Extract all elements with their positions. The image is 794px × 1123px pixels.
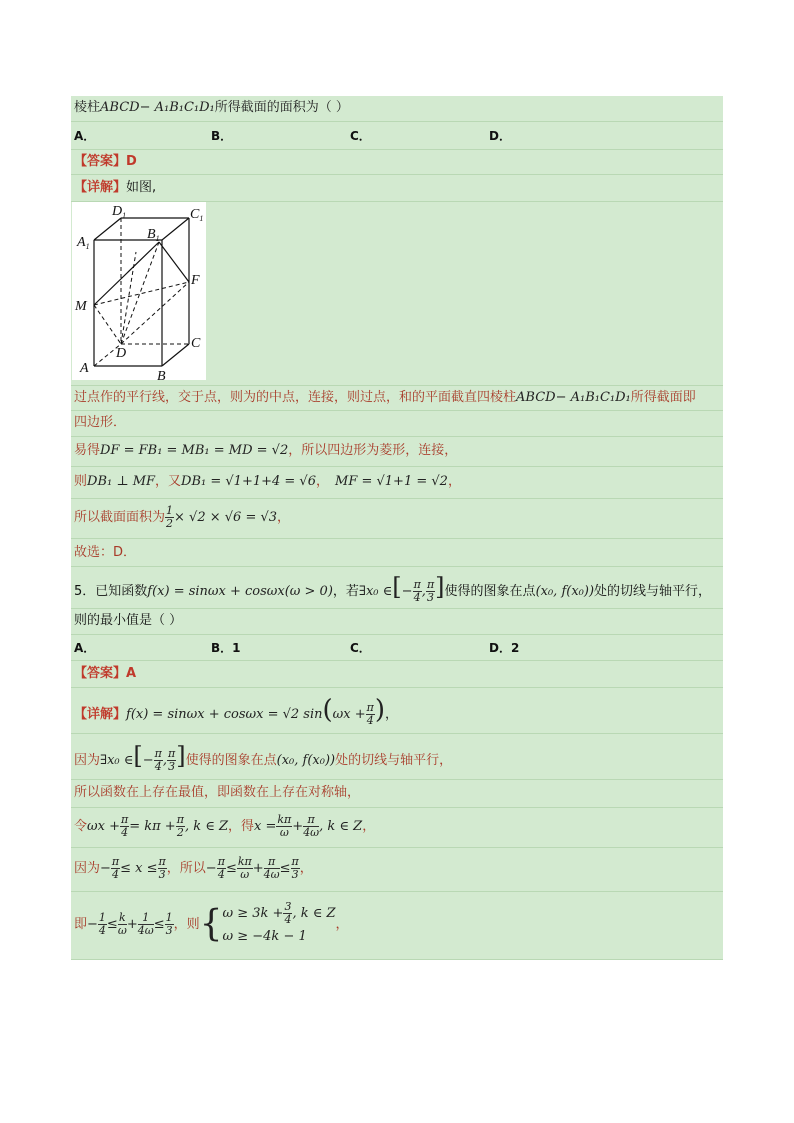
label-a: A xyxy=(80,361,89,376)
sol-text: ，则 xyxy=(173,917,200,932)
stem-math: ∃x₀ ∈ xyxy=(358,584,393,599)
detail-math: ωx + xyxy=(332,707,366,722)
sol-text: 处的切线与轴平行， xyxy=(335,753,453,768)
stem-text: 所得截面的面积为（ ） xyxy=(214,100,349,115)
stem-text: ，若 xyxy=(332,584,359,599)
sol-text: ， xyxy=(362,819,376,834)
q4-answer xyxy=(71,150,723,175)
label-m: M xyxy=(75,299,87,314)
sol-math: DF = FB₁ = MB₁ = MD = √2 xyxy=(100,443,289,458)
answer-label: 【答案】 xyxy=(74,154,127,169)
sol-math: x = xyxy=(254,819,277,834)
q5-answer xyxy=(71,661,723,688)
sol-text: ， xyxy=(299,861,313,876)
q5-sol-4: 因为− $\frac{\pi}{4}$ ≤ x ≤ $\frac{\pi}{3}$ ，所以− $\frac{\pi}{4}$ ≤ $\frac{k\pi}{\omega}$ + $\frac{\pi}{4\omega}$ ≤ $\frac{\pi}{3}$ ， xyxy=(71,848,723,892)
option-a: A． xyxy=(74,641,96,655)
sol-math: ≤ xyxy=(153,917,165,932)
q5-detail: 【详解】f(x) = sinωx + cosωx = √2 sin(ωx + $\frac{\pi}{4}$ )， xyxy=(71,688,723,734)
sol-math: ∃x₀ ∈ xyxy=(100,753,134,768)
label-a1: $A_1$ xyxy=(77,235,90,251)
sol-text: ，得 xyxy=(228,819,255,834)
sol-math: (x₀, f(x₀)) xyxy=(276,753,336,768)
prism-diagram xyxy=(72,202,206,380)
sol-math: + xyxy=(126,917,138,932)
detail-text: 如图, xyxy=(126,180,157,195)
stem-text: 则的最小值是（ ） xyxy=(74,613,183,628)
label-c1: $C_1$ xyxy=(190,207,204,223)
answer-value: A xyxy=(126,666,137,681)
q4-options xyxy=(71,122,723,150)
stem-text: 5．已知函数 xyxy=(74,584,148,599)
option-a: A． xyxy=(74,129,96,143)
frac: $\frac{\pi}{3}$ xyxy=(168,747,176,773)
document-content xyxy=(71,96,723,960)
label-d: D xyxy=(116,346,127,361)
sol-text: 过点作的平行线，交于点，则为的中点，连接，则过点，和的平面截直四棱柱 xyxy=(74,390,517,405)
sol-text: 使得的图象在点 xyxy=(185,753,277,768)
sol-text: 四边形． xyxy=(74,415,127,430)
sol-math: ABCD− A₁B₁C₁D₁ xyxy=(516,390,631,405)
stem-text: 使得的图象在点 xyxy=(444,584,536,599)
inequality-system: ω ≥ 3k + $\frac{3}{4}$ , k ∈ Z ω ≥ −4k − 1 xyxy=(222,900,336,944)
sol-text: ， xyxy=(277,510,291,525)
stem-text: 处的切线与轴平行， xyxy=(594,584,712,599)
sol-math: × √2 × √6 = √3 xyxy=(174,510,278,525)
q5-stem: 5．已知函数f(x) = sinωx + cosωx(ω > 0)，若∃x₀ ∈[− $\frac{\pi}{4}$ , $\frac{\pi}{3}$ ]使得的图象在点(x₀, f(x₀))处的切线与轴平行， xyxy=(71,567,723,609)
label-b1: $B_1$ xyxy=(147,227,160,243)
sol-text: 因为 xyxy=(74,753,101,768)
answer-label: 【答案】 xyxy=(74,666,127,681)
label-d1: $D_1$ xyxy=(112,204,127,220)
label-f: F xyxy=(191,273,200,288)
sol-math: + xyxy=(292,819,304,834)
q5-sol-5: 即− $\frac{1}{4}$ ≤ $\frac{k}{\omega}$ + $\frac{1}{4\omega}$ ≤ $\frac{1}{3}$ ，则{ ω ≥ 3k + $\frac{3}{4}$ , k ∈ Z ω ≥ −4k − 1 ， xyxy=(71,892,723,960)
sol-math: , k ∈ Z xyxy=(184,819,228,834)
sol-text: 故选：D． xyxy=(74,545,137,560)
frac: $\frac{1}{2}$ xyxy=(166,504,174,530)
q5-sol-1: 因为∃x₀ ∈[− $\frac{\pi}{4}$ , $\frac{\pi}{3}$ ]使得的图象在点(x₀, f(x₀))处的切线与轴平行， xyxy=(71,734,723,780)
detail-text: ， xyxy=(385,707,399,722)
q5-options xyxy=(71,635,723,661)
sol-math: MF = √1+1 = √2 xyxy=(335,474,448,489)
sol-text: ，所以 xyxy=(166,861,206,876)
sol-text: 令 xyxy=(74,819,88,834)
frac: $\frac{\pi}{4}$ xyxy=(413,578,421,604)
option-c: C． xyxy=(350,641,371,655)
sol-math: ≤ x ≤ xyxy=(120,861,158,876)
q4-stem xyxy=(71,96,723,122)
stem-math: (x₀, f(x₀)) xyxy=(535,584,595,599)
sol-math: DB₁ = √1+1+4 = √6 xyxy=(181,474,316,489)
sol-math: DB₁ ⊥ MF xyxy=(87,474,156,489)
q5-sol-3: 令ωx + $\frac{\pi}{4}$ = kπ + $\frac{\pi}{2}$ , k ∈ Z，得x = $\frac{k\pi}{\omega}$ + $\frac{\pi}{4\omega}$ , k ∈ Z， xyxy=(71,808,723,848)
q5-stem-2 xyxy=(71,609,723,635)
frac: $\frac{\pi}{4}$ xyxy=(366,701,374,727)
q4-detail xyxy=(71,175,723,202)
sol-text: 所以截面面积为 xyxy=(74,510,166,525)
option-d: D． xyxy=(489,129,511,143)
option-b: B．1 xyxy=(211,641,241,655)
frac: $\frac{\pi}{3}$ xyxy=(426,578,435,604)
sol-math: , k ∈ Z xyxy=(319,819,363,834)
detail-math: f(x) = sinωx + cosωx = √2 sin xyxy=(126,707,323,722)
stem-text: 棱柱 xyxy=(74,100,101,115)
q4-sol-5 xyxy=(71,499,723,539)
option-c: C． xyxy=(350,129,371,143)
option-d: D．2 xyxy=(489,641,520,655)
answer-value: D xyxy=(126,154,137,169)
sol-text: 所以函数在上存在最值，即函数在上存在对称轴， xyxy=(74,785,361,800)
q4-sol-2 xyxy=(71,411,723,437)
q5-sol-2 xyxy=(71,780,723,808)
label-b: B xyxy=(157,369,166,380)
sol-math: ≤ xyxy=(225,861,237,876)
label-c: C xyxy=(191,336,201,351)
prism-figure xyxy=(72,202,206,380)
q4-sol-4 xyxy=(71,467,723,499)
sol-text: ， xyxy=(316,474,330,489)
sol-text: ，所以四边形为菱形，连接， xyxy=(288,443,458,458)
detail-label: 【详解】 xyxy=(74,180,127,195)
sol-math: ≤ xyxy=(279,861,291,876)
sol-text: 即 xyxy=(74,917,88,932)
stem-math: ABCD− A₁B₁C₁D₁ xyxy=(100,100,215,115)
detail-label: 【详解】 xyxy=(74,707,127,722)
q4-sol-6 xyxy=(71,539,723,567)
q4-figure-row xyxy=(71,202,723,386)
sol-math: + xyxy=(252,861,264,876)
sol-math: ≤ xyxy=(106,917,118,932)
frac: $\frac{\pi}{4}$ xyxy=(154,747,162,773)
sol-text: 因为 xyxy=(74,861,101,876)
option-b: B． xyxy=(211,129,233,143)
sol-text: ， xyxy=(447,474,461,489)
q4-sol-3 xyxy=(71,437,723,467)
sol-math: ωx + xyxy=(87,819,120,834)
sol-text: 易得 xyxy=(74,443,101,458)
sol-text: 则 xyxy=(74,474,88,489)
stem-math: f(x) = sinωx + cosωx(ω > 0) xyxy=(147,584,333,599)
sol-math: = kπ + xyxy=(129,819,176,834)
sol-text: ， xyxy=(335,917,349,932)
sol-text: ，又 xyxy=(155,474,182,489)
sol-text: 所得截面即 xyxy=(630,390,696,405)
q4-sol-1 xyxy=(71,386,723,411)
